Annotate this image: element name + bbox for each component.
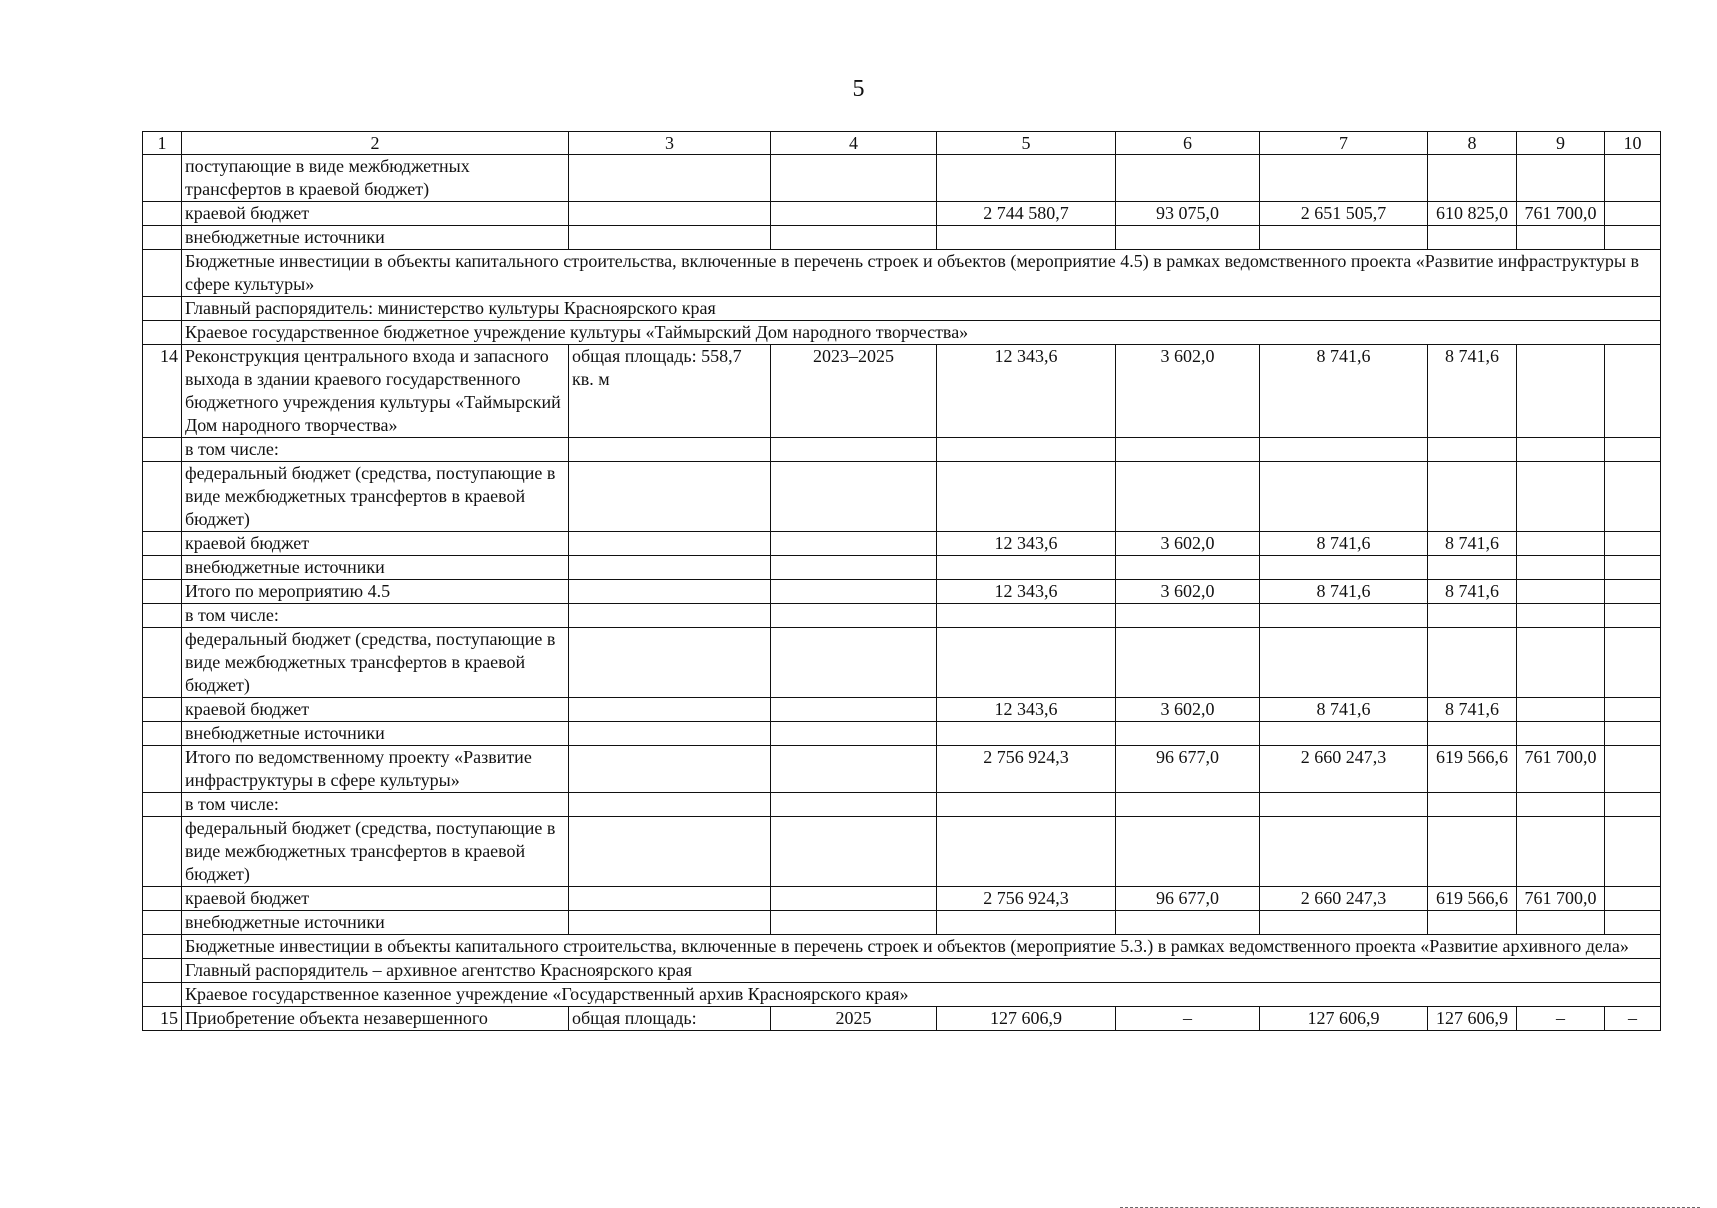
value-cell [1116,722,1260,746]
value-cell [569,438,771,462]
row-number-cell [143,532,182,556]
value-cell: 2 660 247,3 [1260,746,1428,793]
value-cell [937,793,1116,817]
value-cell [569,226,771,250]
row-number-cell [143,722,182,746]
value-cell [1428,817,1517,887]
value-cell: 8 741,6 [1428,698,1517,722]
value-cell [1428,628,1517,698]
name-cell: поступающие в виде межбюджетных трансфертов в краевой бюджет) [182,155,569,202]
section-title-cell: Главный распорядитель: министерство культуры Красноярского края [182,297,1661,321]
name-cell: краевой бюджет [182,532,569,556]
value-cell [569,722,771,746]
value-cell [937,911,1116,935]
value-cell: общая площадь: [569,1007,771,1031]
value-cell [1116,556,1260,580]
header-cell: 8 [1428,132,1517,155]
value-cell [771,532,937,556]
value-cell [1428,604,1517,628]
value-cell [1116,817,1260,887]
section-row [143,959,1661,983]
table-row [143,462,1661,532]
table-row [143,911,1661,935]
value-cell [771,911,937,935]
value-cell [771,746,937,793]
value-cell [1116,462,1260,532]
value-cell: 3 602,0 [1116,698,1260,722]
name-cell: Итого по ведомственному проекту «Развитие инфраструктуры в сфере культуры» [182,746,569,793]
row-number-cell [143,793,182,817]
value-cell [569,887,771,911]
table-row [143,438,1661,462]
value-cell [1116,226,1260,250]
value-cell: 127 606,9 [937,1007,1116,1031]
value-cell [771,462,937,532]
value-cell [1517,226,1605,250]
value-cell: – [1116,1007,1260,1031]
value-cell [1605,556,1661,580]
name-cell: в том числе: [182,604,569,628]
section-title-cell: Краевое государственное бюджетное учреждение культуры «Таймырский Дом народного творчества» [182,321,1661,345]
table-row [143,722,1661,746]
value-cell [1428,226,1517,250]
row-number-cell [143,250,182,297]
table-row [143,226,1661,250]
header-cell: 9 [1517,132,1605,155]
value-cell [771,438,937,462]
value-cell [569,556,771,580]
table-row [143,628,1661,698]
value-cell [937,722,1116,746]
value-cell: 96 677,0 [1116,746,1260,793]
value-cell [569,580,771,604]
header-cell: 2 [182,132,569,155]
value-cell: 12 343,6 [937,532,1116,556]
header-cell: 10 [1605,132,1661,155]
table-row [143,793,1661,817]
value-cell [569,698,771,722]
value-cell [771,628,937,698]
value-cell [1605,722,1661,746]
table-row [143,202,1661,226]
value-cell [1428,911,1517,935]
value-cell [1517,345,1605,438]
value-cell: 8 741,6 [1428,345,1517,438]
value-cell: 8 741,6 [1260,698,1428,722]
row-number-cell: 14 [143,345,182,438]
value-cell [1517,698,1605,722]
value-cell [937,556,1116,580]
value-cell [1605,628,1661,698]
value-cell [569,462,771,532]
name-cell: краевой бюджет [182,887,569,911]
table-row [143,817,1661,887]
budget-table [142,131,1661,1031]
value-cell [1517,793,1605,817]
name-cell: федеральный бюджет (средства, поступающие в виде межбюджетных трансфертов в краевой бюджет) [182,628,569,698]
value-cell: – [1605,1007,1661,1031]
header-row [143,132,1661,155]
value-cell [1605,746,1661,793]
value-cell: 8 741,6 [1260,532,1428,556]
value-cell [937,155,1116,202]
section-title-cell: Бюджетные инвестиции в объекты капитального строительства, включенные в перечень строек и объектов (мероприятие 5.3.) в рамках ведомственного проекта «Развитие архивного дела» [182,935,1661,959]
row-number-cell [143,155,182,202]
name-cell: в том числе: [182,438,569,462]
row-number-cell [143,817,182,887]
value-cell [771,580,937,604]
table-row [143,746,1661,793]
value-cell [1517,604,1605,628]
row-number-cell [143,935,182,959]
row-number-cell [143,887,182,911]
row-number-cell: 15 [143,1007,182,1031]
value-cell [1116,438,1260,462]
value-cell [771,817,937,887]
name-cell: внебюджетные источники [182,556,569,580]
value-cell [1517,155,1605,202]
value-cell [569,604,771,628]
name-cell: Итого по мероприятию 4.5 [182,580,569,604]
value-cell [1605,911,1661,935]
name-cell: внебюджетные источники [182,226,569,250]
value-cell [1260,556,1428,580]
name-cell: федеральный бюджет (средства, поступающие в виде межбюджетных трансфертов в краевой бюджет) [182,462,569,532]
value-cell [1517,722,1605,746]
value-cell [1605,817,1661,887]
value-cell: 12 343,6 [937,580,1116,604]
value-cell: 3 602,0 [1116,532,1260,556]
value-cell: 619 566,6 [1428,746,1517,793]
row-number-cell [143,959,182,983]
table-row [143,580,1661,604]
row-number-cell [143,462,182,532]
value-cell: 8 741,6 [1428,580,1517,604]
value-cell: 761 700,0 [1517,202,1605,226]
row-number-cell [143,226,182,250]
name-cell: краевой бюджет [182,698,569,722]
value-cell [569,532,771,556]
section-title-cell: Краевое государственное казенное учреждение «Государственный архив Красноярского края» [182,983,1661,1007]
table-row [143,1007,1661,1031]
value-cell [569,628,771,698]
table-row [143,887,1661,911]
section-row [143,297,1661,321]
value-cell: 2 660 247,3 [1260,887,1428,911]
value-cell [1116,911,1260,935]
value-cell [1428,793,1517,817]
value-cell [1605,226,1661,250]
section-row [143,321,1661,345]
name-cell: внебюджетные источники [182,722,569,746]
row-number-cell [143,297,182,321]
value-cell [1605,698,1661,722]
header-cell: 3 [569,132,771,155]
value-cell [1260,462,1428,532]
value-cell [1605,345,1661,438]
value-cell: 761 700,0 [1517,746,1605,793]
value-cell: 8 741,6 [1260,345,1428,438]
value-cell [569,817,771,887]
value-cell: 127 606,9 [1260,1007,1428,1031]
name-cell: Приобретение объекта незавершенного [182,1007,569,1031]
value-cell [1116,604,1260,628]
value-cell [1517,532,1605,556]
value-cell [771,556,937,580]
value-cell [1517,628,1605,698]
value-cell [569,155,771,202]
row-number-cell [143,604,182,628]
value-cell: 127 606,9 [1428,1007,1517,1031]
value-cell [1260,226,1428,250]
value-cell: 96 677,0 [1116,887,1260,911]
value-cell: 2 744 580,7 [937,202,1116,226]
value-cell [937,604,1116,628]
value-cell [771,793,937,817]
value-cell [1260,793,1428,817]
value-cell [1605,532,1661,556]
value-cell [937,226,1116,250]
value-cell: 8 741,6 [1260,580,1428,604]
row-number-cell [143,911,182,935]
row-number-cell [143,580,182,604]
value-cell: 619 566,6 [1428,887,1517,911]
row-number-cell [143,746,182,793]
value-cell [1605,604,1661,628]
value-cell: 3 602,0 [1116,345,1260,438]
value-cell [1260,155,1428,202]
section-title-cell: Бюджетные инвестиции в объекты капитального строительства, включенные в перечень строек и объектов (мероприятие 4.5) в рамках ведомственного проекта «Развитие инфраструктуры в сфере культуры» [182,250,1661,297]
value-cell: общая площадь: 558,7 кв. м [569,345,771,438]
table-row [143,604,1661,628]
header-cell: 5 [937,132,1116,155]
name-cell: федеральный бюджет (средства, поступающие в виде межбюджетных трансфертов в краевой бюджет) [182,817,569,887]
value-cell: 2023–2025 [771,345,937,438]
value-cell [771,155,937,202]
value-cell [1605,155,1661,202]
name-cell: Реконструкция центрального входа и запасного выхода в здании краевого государственного бюджетного учреждения культуры «Таймырский Дом народного творчества» [182,345,569,438]
value-cell: 2025 [771,1007,937,1031]
header-cell: 6 [1116,132,1260,155]
header-cell: 4 [771,132,937,155]
value-cell [1428,722,1517,746]
value-cell [1260,628,1428,698]
value-cell [569,202,771,226]
row-number-cell [143,628,182,698]
value-cell: 610 825,0 [1428,202,1517,226]
value-cell: 2 756 924,3 [937,746,1116,793]
value-cell [1260,817,1428,887]
value-cell: 3 602,0 [1116,580,1260,604]
table-row [143,698,1661,722]
value-cell [937,628,1116,698]
value-cell [1605,438,1661,462]
section-title-cell: Главный распорядитель – архивное агентство Красноярского края [182,959,1661,983]
value-cell [1116,793,1260,817]
header-cell: 7 [1260,132,1428,155]
section-row [143,935,1661,959]
table-row [143,155,1661,202]
value-cell: 8 741,6 [1428,532,1517,556]
table-row [143,556,1661,580]
value-cell [1517,556,1605,580]
value-cell [771,202,937,226]
table-row [143,345,1661,438]
row-number-cell [143,438,182,462]
value-cell [937,438,1116,462]
value-cell: 12 343,6 [937,698,1116,722]
value-cell [1428,462,1517,532]
value-cell: 12 343,6 [937,345,1116,438]
value-cell: 2 651 505,7 [1260,202,1428,226]
value-cell [1517,462,1605,532]
value-cell [1260,604,1428,628]
value-cell: 2 756 924,3 [937,887,1116,911]
row-number-cell [143,698,182,722]
value-cell [569,911,771,935]
table-row [143,532,1661,556]
value-cell [1260,722,1428,746]
value-cell [771,698,937,722]
value-cell [1605,202,1661,226]
value-cell [1605,887,1661,911]
value-cell [1605,462,1661,532]
value-cell [1605,793,1661,817]
value-cell [1428,155,1517,202]
section-row [143,250,1661,297]
value-cell [1116,155,1260,202]
name-cell: внебюджетные источники [182,911,569,935]
value-cell [569,746,771,793]
value-cell [771,722,937,746]
value-cell [1116,628,1260,698]
name-cell: в том числе: [182,793,569,817]
value-cell [1517,911,1605,935]
row-number-cell [143,321,182,345]
row-number-cell [143,202,182,226]
value-cell [937,462,1116,532]
value-cell [771,604,937,628]
value-cell [771,226,937,250]
value-cell: – [1517,1007,1605,1031]
value-cell [569,793,771,817]
value-cell [1260,438,1428,462]
value-cell [1517,817,1605,887]
value-cell: 761 700,0 [1517,887,1605,911]
row-number-cell [143,983,182,1007]
value-cell [1517,580,1605,604]
value-cell [1260,911,1428,935]
value-cell [1605,580,1661,604]
value-cell [1428,438,1517,462]
name-cell: краевой бюджет [182,202,569,226]
value-cell [1428,556,1517,580]
value-cell [771,887,937,911]
value-cell [1517,438,1605,462]
page-number: 5 [852,76,865,102]
row-number-cell [143,556,182,580]
section-row [143,983,1661,1007]
value-cell [937,817,1116,887]
header-cell: 1 [143,132,182,155]
value-cell: 93 075,0 [1116,202,1260,226]
